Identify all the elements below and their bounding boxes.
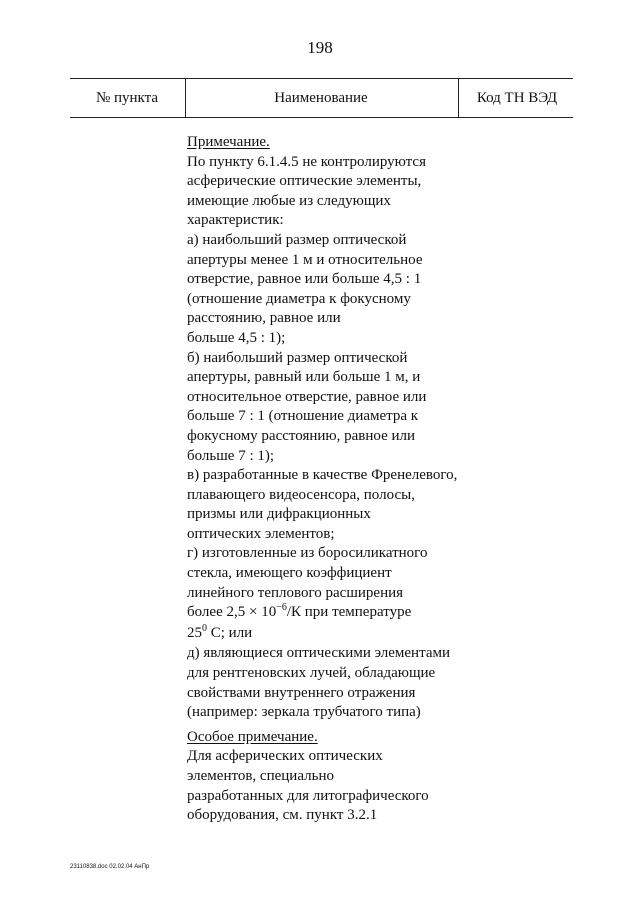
note-line: б) наибольший размер оптической <box>187 349 408 366</box>
note-content <box>187 133 477 826</box>
special-note-title: Особое примечание. <box>187 728 318 745</box>
note-line: апертуры менее 1 м и относительное <box>187 251 423 268</box>
header-name: Наименование <box>274 90 368 106</box>
note-line: характеристик: <box>187 212 284 229</box>
coefficient-line <box>187 603 477 624</box>
column-divider <box>458 79 459 117</box>
page-number: 198 <box>307 38 333 57</box>
special-note-line: элементов, специально <box>187 768 334 784</box>
document-footer: 23110838.doc 02.02.04 АнПр <box>70 864 150 870</box>
temperature-value: 25 <box>187 624 202 641</box>
note-line: для рентгеновских лучей, обладающие <box>187 665 436 682</box>
note-line: апертуры, равный или больше 1 м, и <box>187 369 421 386</box>
note-line: а) наибольший размер оптической <box>187 231 407 248</box>
header-tn-ved-code: Код ТН ВЭД <box>476 90 558 106</box>
note-line: линейного теплового расширения <box>187 584 404 601</box>
note-line: оптических элементов; <box>187 525 335 542</box>
note-line: асферические оптические элементы, <box>187 173 422 190</box>
note-line: (отношение диаметра к фокусному <box>187 290 411 307</box>
note-line: стекла, имеющего коэффициент <box>187 565 392 582</box>
special-note-line: Для асферических оптических <box>187 748 383 765</box>
temperature-line <box>187 624 477 645</box>
note-line: отверстие, равное или больше 4,5 : 1 <box>187 271 422 288</box>
note-line: относительное отверстие, равное или <box>187 388 427 405</box>
table-header <box>70 78 573 118</box>
coefficient-unit-text: /К при температуре <box>286 604 412 621</box>
header-item-number: № пункта <box>95 90 159 106</box>
note-line: (например: зеркала трубчатого типа) <box>187 704 421 721</box>
note-line: больше 4,5 : 1); <box>187 329 286 346</box>
note-line: свойствами внутреннего отражения <box>187 684 416 701</box>
note-line: призмы или дифракционных <box>187 506 371 523</box>
note-line: г) изготовленные из боросиликатного <box>187 545 428 562</box>
note-title: Примечание. <box>187 134 270 150</box>
note-line: По пункту 6.1.4.5 не контролируются <box>187 153 426 170</box>
special-note-line: разработанных для литографического <box>187 787 429 804</box>
note-line: фокусному расстоянию, равное или <box>187 427 416 444</box>
note-line: расстоянию, равное или <box>187 310 341 327</box>
note-line: в) разработанные в качестве Френелевого, <box>187 467 458 484</box>
special-note-line: оборудования, см. пункт 3.2.1 <box>187 807 378 824</box>
coefficient-exponent: −6 <box>276 602 287 614</box>
temperature-unit-text: С; или <box>207 624 253 641</box>
note-line: больше 7 : 1 (отношение диаметра к <box>187 408 419 425</box>
degree-superscript: 0 <box>202 622 207 634</box>
note-line: д) являющиеся оптическими элементами <box>187 645 450 662</box>
coefficient-text: более 2,5 × 10 <box>187 604 277 621</box>
note-line: имеющие любые из следующих <box>187 192 391 209</box>
note-line: больше 7 : 1); <box>187 447 275 464</box>
note-line: плавающего видеосенсора, полосы, <box>187 486 415 503</box>
